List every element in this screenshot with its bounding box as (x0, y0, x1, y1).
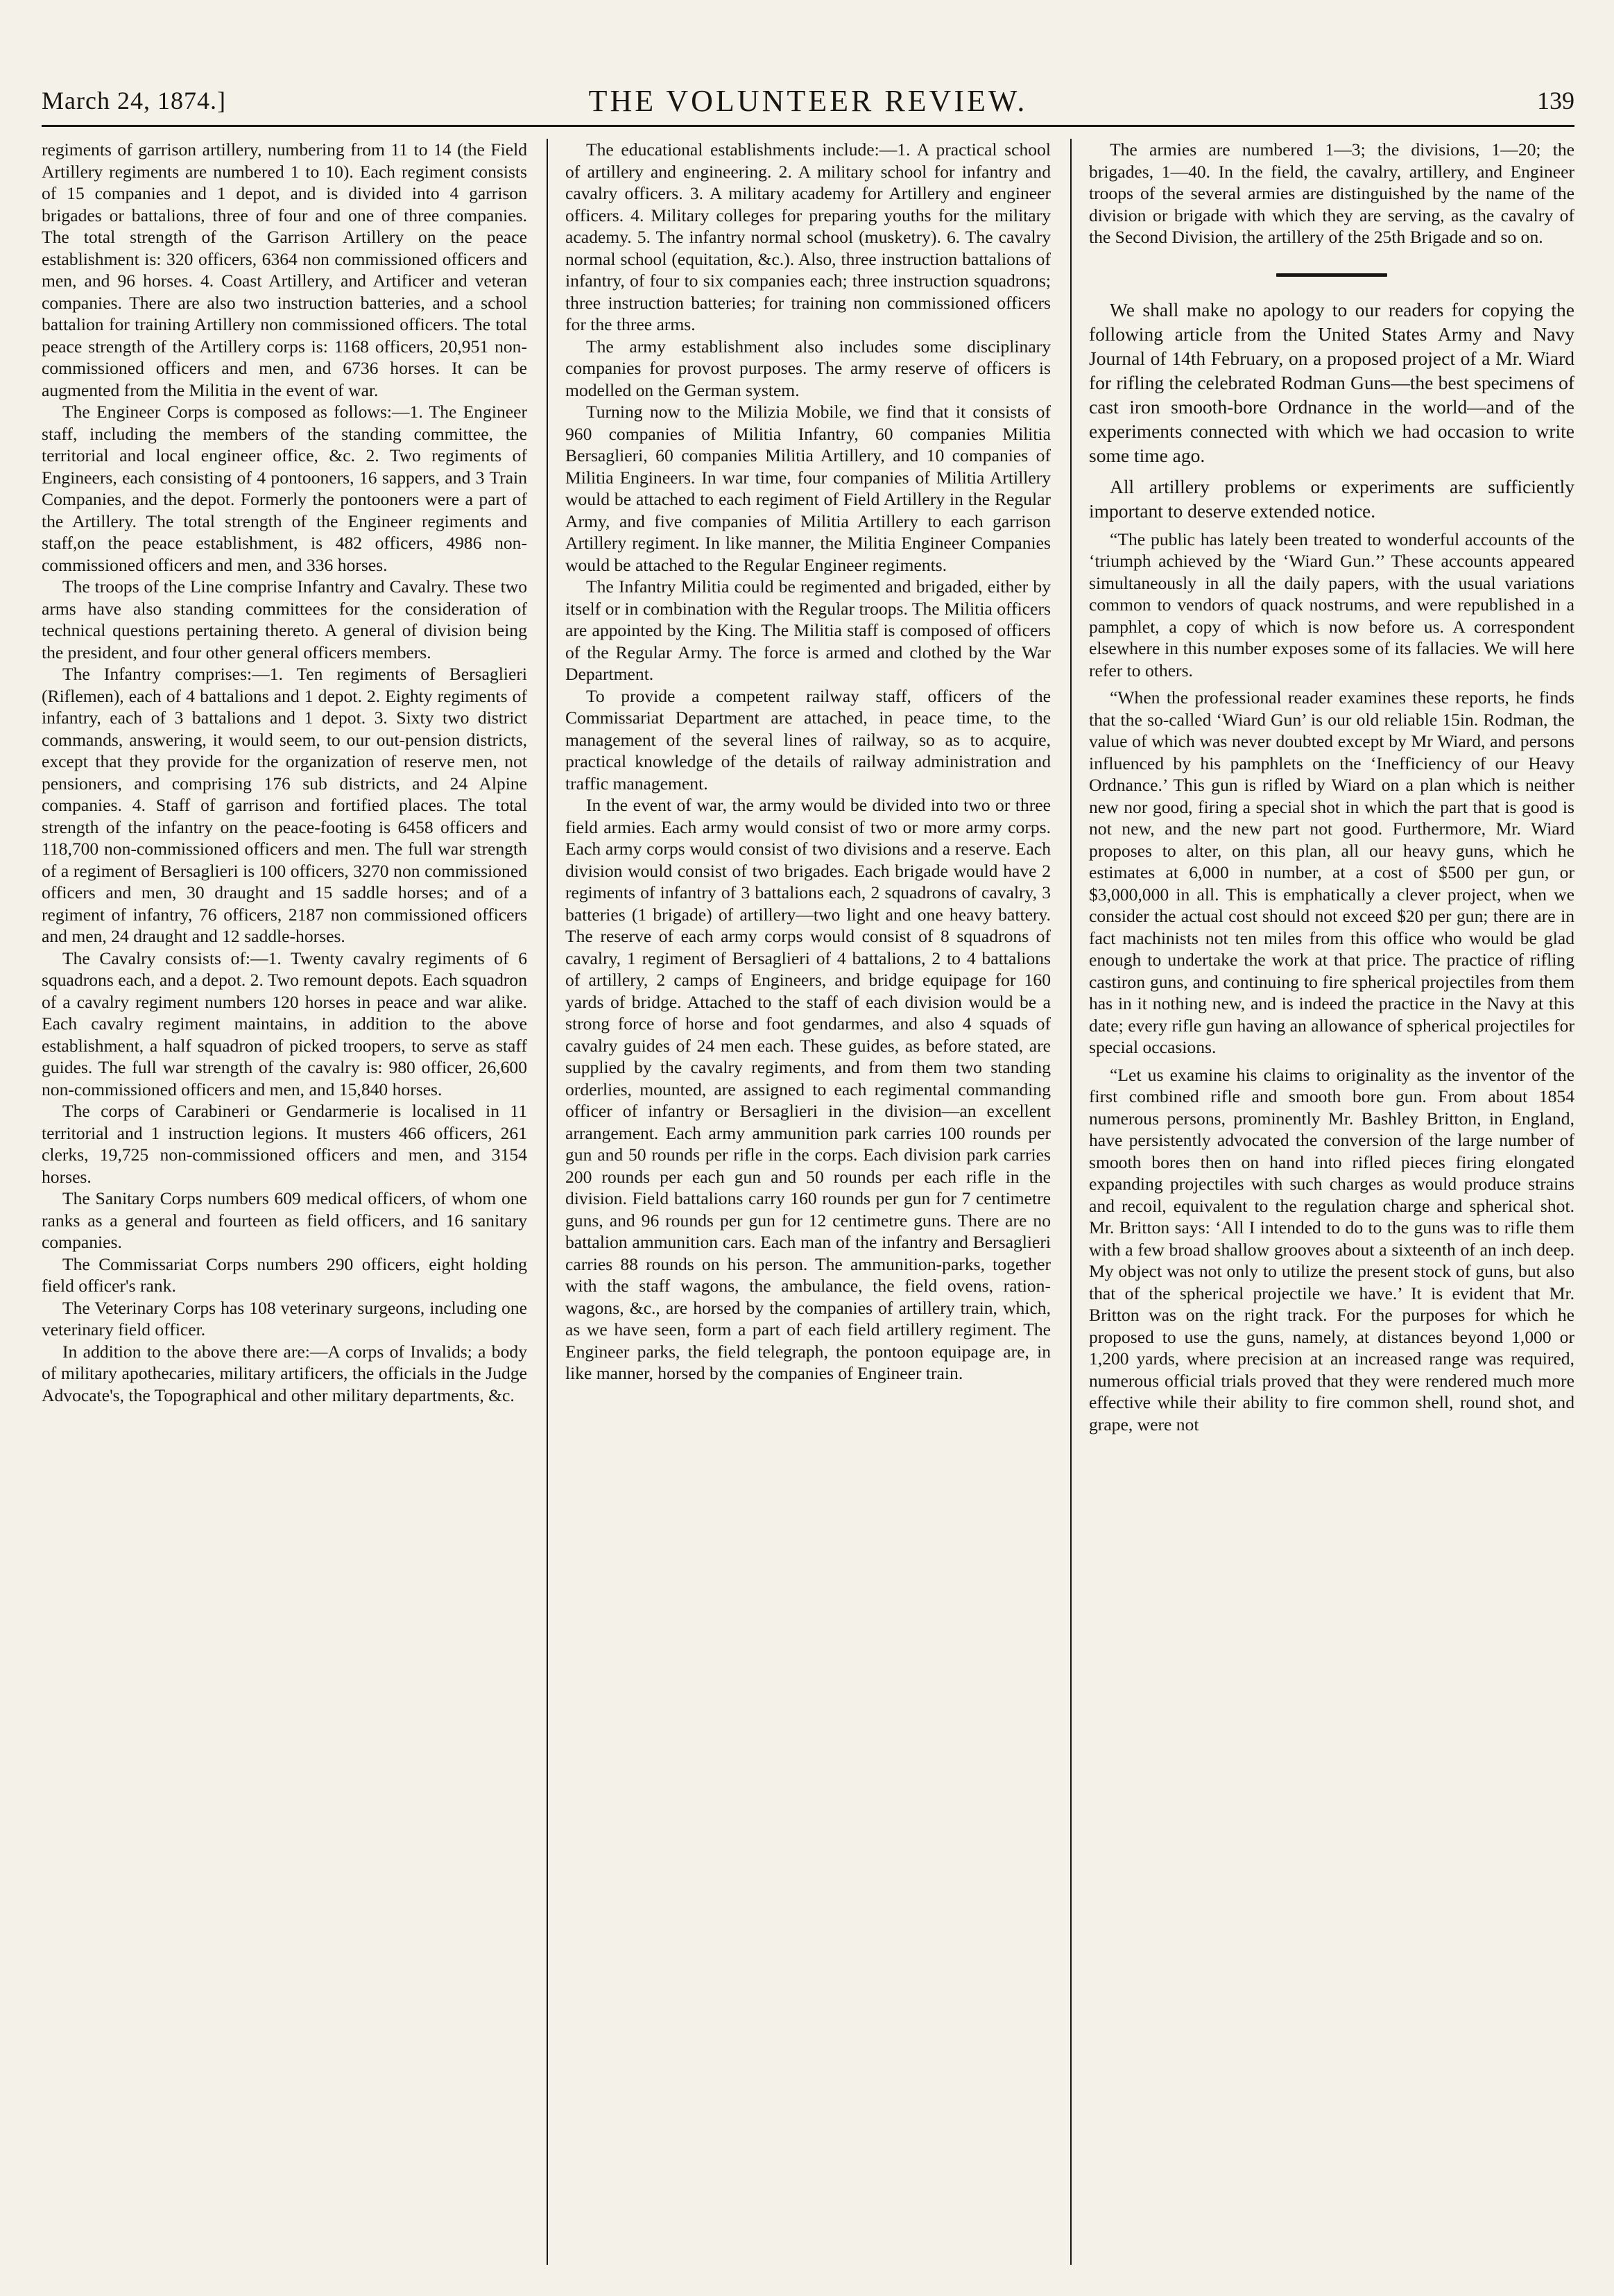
issue-date: March 24, 1874.] (42, 87, 226, 114)
paragraph: We shall make no apology to our readers for copying the following article from the United States Army and Navy Journal of 14th February, on a proposed project of a Mr. Wiard for rifling the celebrated Rodman Guns—the best specimens of cast iron smooth-bore Ordnance in the world—and of the experiments connected with which we had occasion to write some time ago. (1089, 298, 1574, 466)
section-divider (1276, 273, 1387, 277)
paragraph: The Veterinary Corps has 108 veterinary surgeons, including one veterinary field officer. (42, 1297, 527, 1339)
column-rule (547, 139, 548, 2265)
paragraph: The Cavalry consists of:—1. Twenty cavalry regiments of 6 squadrons each, and a depot. 2. Two remount depots. Each squadron of a cavalry regiment numbers 120 horses in peace and war alike. Each cavalry regiment maintains, in addition to the above establishment, a half squadron of picked troopers, to serve as staff guides. The full war strength of the cavalry is: 980 officer, 26,600 non-commissioned officers and men, and 15,840 horses. (42, 948, 527, 1099)
paragraph: Turning now to the Milizia Mobile, we find that it consists of 960 companies of Militia Infantry, 60 companies Militia Bersaglieri, 60 companies Militia Artillery, and 10 companies of Militia Engineers. In war time, four companies of Militia Artillery would be attached to each regiment of Field Artillery in the Regular Army, and five companies of Militia Artillery to each garrison Artillery regiment. In like manner, the Militia Engineer Companies would be attached to the Regular Engineer regiments. (565, 402, 1051, 575)
quoted-paragraph: “When the professional reader examines these reports, he finds that the so-called ‘Wiard Gun’ is our old reliable 15in. Rodman, the value of which was never doubted except by Mr Wiard, and persons influenced by his pamphlets on the ‘Inefficiency of our Heavy Ordnance.’ This gun is rifled by Wiard on a plan which is neither new nor good, firing a special shot in which the part that is good is not new, and the new part not good. Furthermore, Mr. Wiard proposes to alter, on this plan, all our heavy guns, which he estimates at 6,000 in number, at a cost of $500 per gun, or $3,000,000 in all. This is emphatically a clever project, when we consider the actual cost should not exceed $20 per gun; there are in fact machinists not ten miles from this office who would be glad enough to undertake the work at that price. The practice of rifling castiron guns, and continuing to fire spherical projectiles from them has in it nothing new, and is indeed the practice in the Navy at this date; every rifle gun having an allowance of spherical projectiles for special occasions. (1089, 687, 1574, 1057)
paragraph: The Engineer Corps is composed as follows:—1. The Engineer staff, including the members of the standing committee, the territorial and local engineer office, &c. 2. Two regiments of Engineers, each consisting of 4 pontooners, 16 sappers, and 3 Train Companies, and the depot. Formerly the pontooners were a part of the Artillery. The total strength of the Engineer regiments and staff,on the peace establishment, is 482 officers, 4986 non-commissioned officers and men, and 336 horses. (42, 402, 527, 575)
column-right (1089, 139, 1574, 2265)
paragraph: In addition to the above there are:—A corps of Invalids; a body of military apothecaries, military artificers, the officials in the Judge Advocate's, the Topographical and other military departments, &c. (42, 1341, 527, 1405)
page-number: 139 (1537, 87, 1574, 114)
paragraph: In the event of war, the army would be divided into two or three field armies. Each army would consist of two or more army corps. Each army corps would consist of two divisions and a reserve. Each division would consist of two brigades. Each brigade would have 2 regiments of infantry of 3 battalions each, 2 squadrons of cavalry, 3 batteries (1 brigade) of artillery—two light and one heavy battery. The reserve of each army corps would consist of 8 squadrons of cavalry, 1 regiment of Bersaglieri of 4 battalions, 2 to 4 battalions of artillery, 2 camps of Engineers, and bridge equipage for 160 yards of bridge. Attached to the staff of each division would be a strong force of horse and foot gendarmes, and also 4 squads of cavalry guides of 24 men each. These guides, as before stated, are supplied by the cavalry regiments, and from them two standing orderlies, mounted, are assigned to each regimental commanding officer of infantry or Bersaglieri in the division—an excellent arrangement. Each army ammunition park carries 100 rounds per gun and 50 rounds per rifle in the corps. Each division park carries 200 rounds per each gun and 50 rounds per each rifle in the division. Field battalions carry 160 rounds per gun for 7 centimetre guns, and 96 rounds per gun for 12 centimetre guns. There are no battalion ammunition cars. Each man of the infantry and Bersaglieri carries 88 rounds on his person. The ammunition-parks, together with the staff wagons, the ambulance, the field ovens, ration-wagons, &c., are horsed by the companies of artillery train, which, as we have seen, form a part of each field artillery regiment. The Engineer parks, the field telegraph, the pontoon equipage are, in like manner, horsed by the companies of Engineer train. (565, 795, 1051, 1383)
paragraph: The armies are numbered 1—3; the divisions, 1—20; the brigades, 1—40. In the field, the cavalry, artillery, and Engineer troops of the several armies are distinguished by the name of the division or brigade with which they are serving, as the cavalry of the Second Division, the artillery of the 25th Brigade and so on. (1089, 139, 1574, 247)
quoted-paragraph: “The public has lately been treated to wonderful accounts of the ‘triumph achieved by the ‘Wiard Gun.’’ These accounts appeared simultaneously in all the daily papers, with the usual variations common to vendors of quack nostrums, and were republished in a pamphlet, a copy of which is now before us. A correspondent elsewhere in this number exposes some of its fallacies. We will here refer to others. (1089, 529, 1574, 680)
paragraph: The Sanitary Corps numbers 609 medical officers, of whom one ranks as a general and fourteen as field officers, and 16 sanitary companies. (42, 1188, 527, 1252)
paragraph: All artillery problems or experiments are sufficiently important to deserve extended notice. (1089, 475, 1574, 522)
column-middle (565, 139, 1051, 2265)
paragraph: The Infantry comprises:—1. Ten regiments of Bersaglieri (Riflemen), each of 4 battalions and 1 depot. 2. Eighty regiments of infantry, each of 3 battalions and 1 depot. 3. Sixty two district commands, answering, it would seem, to our out-pension districts, except that they provide for the organization of reserve men, not pensioners, and comprising 176 sub districts, and 24 Alpine companies. 4. Staff of garrison and fortified places. The total strength of the infantry on the peace-footing is 6458 officers and 118,700 non-commissioned officers and men. The full war strength of a regiment of Bersaglieri is 100 officers, 3270 non commissioned officers and men, 30 draught and 15 saddle horses; and of a regiment of infantry, 76 officers, 2187 non commissioned officers and men, 24 draught and 12 saddle-horses. (42, 664, 527, 946)
paragraph: regiments of garrison artillery, numbering from 11 to 14 (the Field Artillery regiments are numbered 1 to 10). Each regiment consists of 15 companies and 1 depot, and is divided into 4 garrison brigades or battalions, three of four and one of three companies. The total strength of the Garrison Artillery on the peace establishment is: 320 officers, 6364 non commissioned officers and men, and 96 horses. 4. Coast Artillery, and Artificer and veteran companies. There are also two instruction batteries, and a school battalion for training Artillery non commissioned officers. The total peace strength of the Artillery corps is: 1168 officers, 20,951 non-commissioned officers and men, and 6736 horses. It can be augmented from the Militia in the event of war. (42, 139, 527, 400)
paragraph: To provide a competent railway staff, officers of the Commissariat Department are attached, in peace time, to the management of the several lines of railway, so as to acquire, practical knowledge of the details of railway administration and traffic management. (565, 685, 1051, 794)
paragraph: The Commissariat Corps numbers 290 officers, eight holding field officer's rank. (42, 1253, 527, 1296)
paragraph: The Infantry Militia could be regimented and brigaded, either by itself or in combination with the Regular troops. The Militia officers are appointed by the King. The Militia staff is composed of officers of the Regular Army. The force is armed and clothed by the War Department. (565, 576, 1051, 684)
column-left (42, 139, 527, 2265)
page-header (42, 83, 1574, 127)
masthead-title: THE VOLUNTEER REVIEW. (588, 84, 1028, 118)
column-rule (1070, 139, 1072, 2265)
quoted-paragraph: “Let us examine his claims to originality as the inventor of the first combined rifle and smooth bore gun. From about 1854 numerous persons, prominently Mr. Bashley Britton, in England, have persistently advocated the conversion of the large number of smooth bores then on hand into rifled pieces firing elongated expanding projectiles with such charges as would produce strains and recoil, equivalent to the regulation charge and spherical shot. Mr. Britton says: ‘All I intended to do to the guns was to rifle them with a few broad shallow grooves about a sixteenth of an inch deep. My object was not only to utilize the present stock of guns, but also that of the spherical projectile we have.’ It is evident that Mr. Britton was on the right track. For the purposes for which he proposed to use the guns, namely, at distances beyond 1,000 or 1,200 yards, where precision at an increased range was required, numerous official trials proved that they were rendered much more effective while their ability to fire common shell, round shot, and grape, were not (1089, 1064, 1574, 1434)
paragraph: The corps of Carabineri or Gendarmerie is localised in 11 territorial and 1 instruction legions. It musters 466 officers, 261 clerks, 19,725 non-commissioned officers and men, and 3154 horses. (42, 1101, 527, 1187)
paragraph: The educational establishments include:—1. A practical school of artillery and engineering. 2. A military school for infantry and cavalry officers. 3. A military academy for Artillery and engineer officers. 4. Military colleges for preparing youths for the military academy. 5. The infantry normal school (musketry). 6. The cavalry normal school (equitation, &c.). Also, three instruction battalions of infantry, of four to six companies each; three instruction squadrons; three instruction batteries; for training non commissioned officers for the three arms. (565, 139, 1051, 334)
paragraph: The army establishment also includes some disciplinary companies for provost purposes. The army reserve of officers is modelled on the German system. (565, 336, 1051, 400)
paragraph: The troops of the Line comprise Infantry and Cavalry. These two arms have also standing committees for the consideration of technical questions pertaining thereto. A general of division being the president, and four other general officers members. (42, 576, 527, 662)
